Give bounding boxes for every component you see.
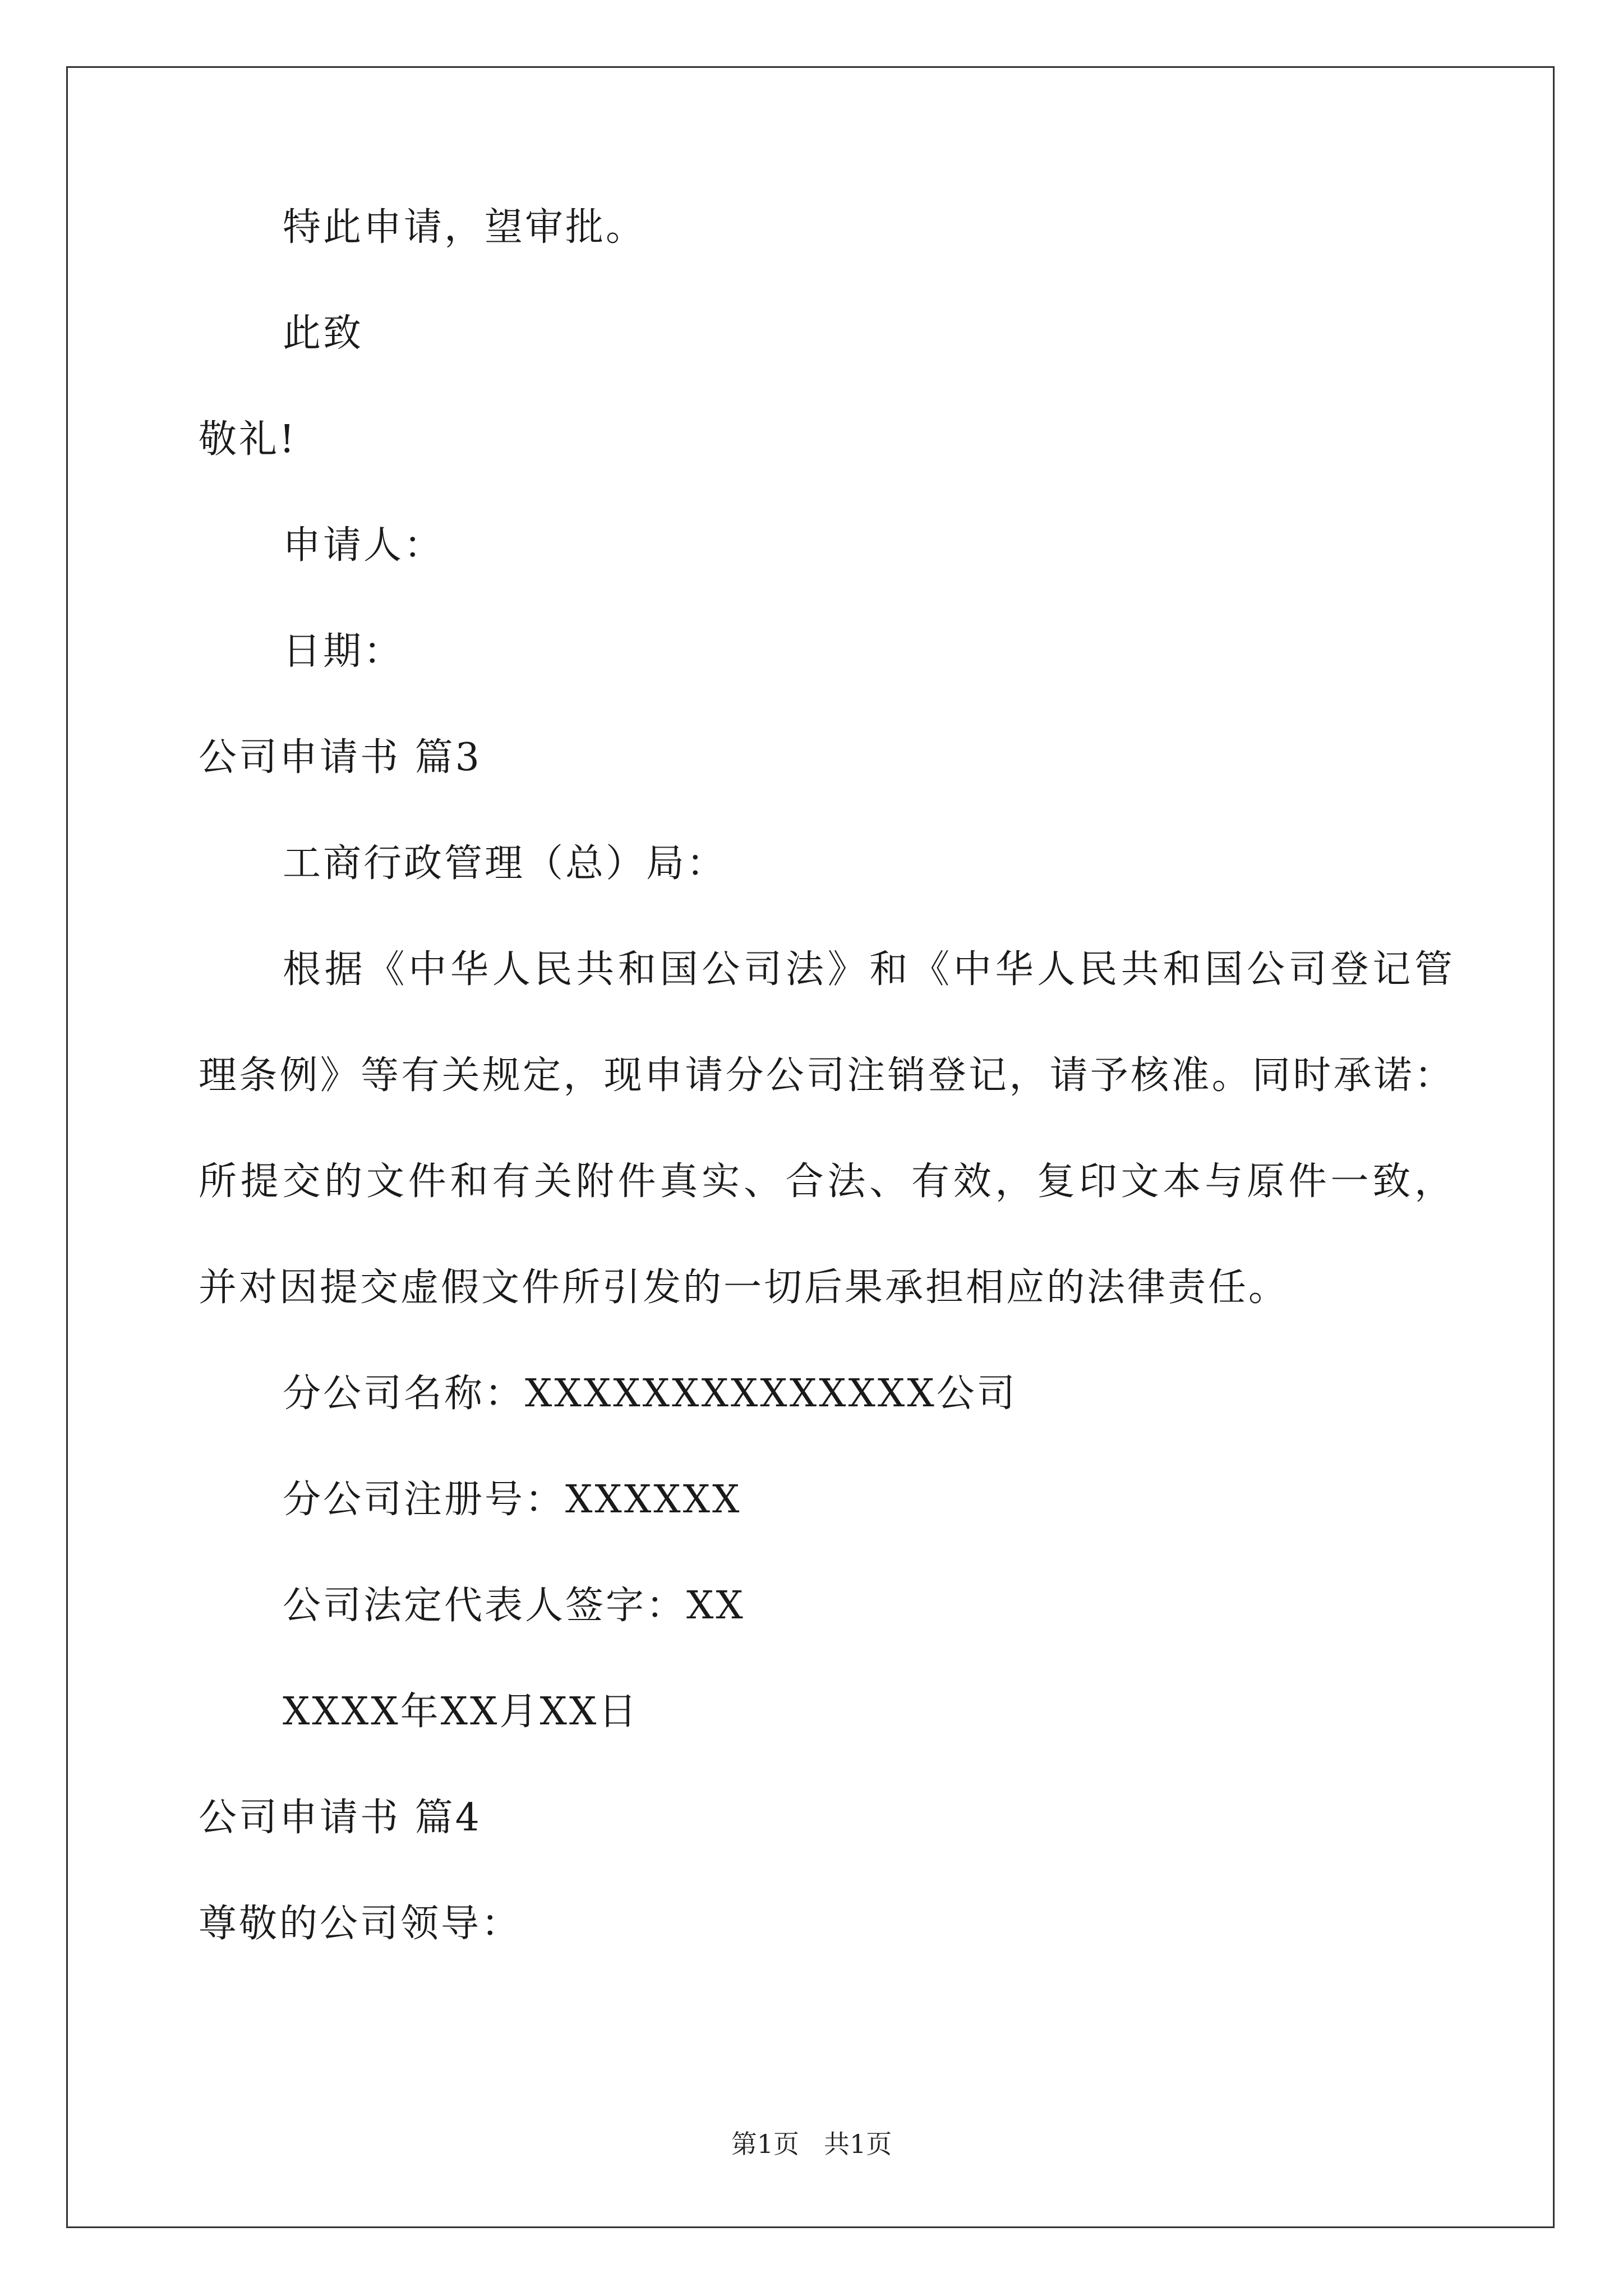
paragraph-line-1: 根据《中华人民共和国公司法》和《中华人民共和国公司登记管 xyxy=(283,947,1455,992)
page-number: 第1页 xyxy=(731,2129,799,2159)
page-footer xyxy=(0,2124,1623,2161)
paragraph-line-3: 所提交的文件和有关附件真实、合法、有效，复印文本与原件一致， xyxy=(199,1159,1455,1204)
document-body xyxy=(199,205,1455,1946)
regards-line: 敬礼! xyxy=(199,417,297,462)
page-total: 共1页 xyxy=(824,2129,892,2159)
section-heading-3: 公司申请书 篇3 xyxy=(199,735,482,780)
salutation-line: 此致 xyxy=(283,311,364,356)
closing-request-line: 特此申请，望审批。 xyxy=(283,205,647,250)
signature-date-line: XXXX年XX月XX日 xyxy=(283,1690,639,1734)
paragraph-line-2: 理条例》等有关规定，现申请分公司注销登记，请予核准。同时承诺： xyxy=(199,1053,1455,1098)
applicant-line: 申请人： xyxy=(283,523,445,568)
branch-name-line: 分公司名称：XXXXXXXXXXXXXX公司 xyxy=(283,1372,1017,1416)
registration-number-line: 分公司注册号：XXXXXX xyxy=(283,1478,742,1522)
section-heading-4: 公司申请书 篇4 xyxy=(199,1796,482,1840)
greeting-line: 尊敬的公司领导： xyxy=(199,1902,522,1946)
paragraph-line-4: 并对因提交虚假文件所引发的一切后果承担相应的法律责任。 xyxy=(199,1266,1289,1310)
legal-representative-line: 公司法定代表人签字：XX xyxy=(283,1584,745,1628)
addressee-line: 工商行政管理（总）局： xyxy=(283,841,727,886)
date-line: 日期： xyxy=(283,629,404,674)
